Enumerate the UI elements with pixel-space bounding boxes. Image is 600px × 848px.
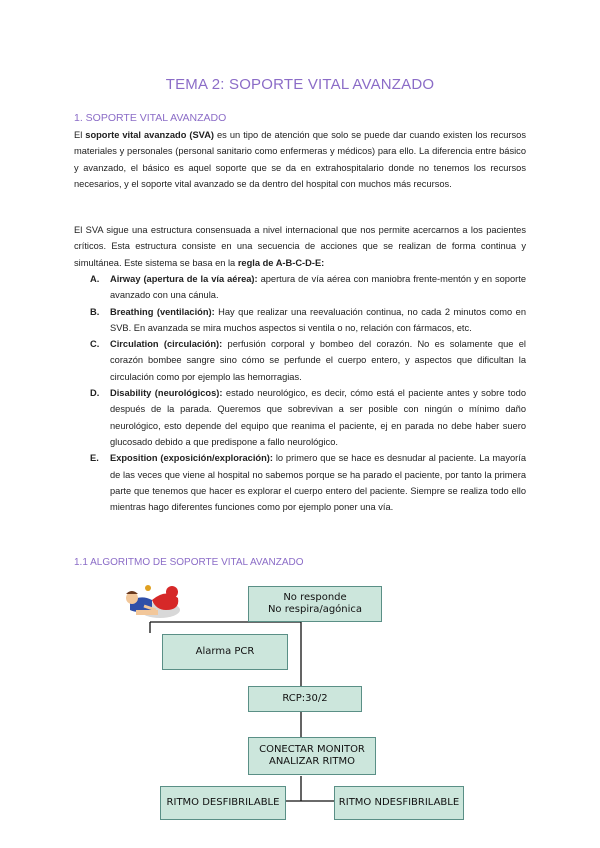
list-text: Hay que realizar una reevaluación continua, no cada 2 minutos como en SVB. En avanzada se mira muchos aspectos si ventila o no, relación con fármacos, etc.: [110, 306, 526, 333]
flow-box-conectar-monitor: [248, 737, 376, 775]
page-title: TEMA 2: SOPORTE VITAL AVANZADO: [165, 76, 435, 93]
list-term: Breathing (ventilación):: [110, 306, 215, 317]
flow-box-text: No respira/agónica: [267, 604, 363, 615]
list-item: [74, 450, 526, 515]
flow-box-text: RCP:30/2: [282, 693, 328, 704]
flow-box-alarma-pcr: [162, 634, 288, 670]
list-marker: A.: [90, 274, 100, 284]
list-term: Disability (neurológicos):: [110, 388, 223, 399]
paragraph-bold: soporte vital avanzado (SVA): [85, 130, 214, 140]
list-term: Circulation (circulación):: [110, 339, 223, 350]
list-item: [74, 304, 526, 337]
paragraph-sva-intro: [74, 127, 526, 192]
flow-box-text: ANALIZAR RITMO: [268, 756, 355, 767]
flow-box-text: RITMO DESFIBRILABLE: [166, 797, 280, 808]
list-item: [74, 385, 526, 450]
list-marker: E.: [90, 453, 99, 464]
flow-box-text: No responde: [283, 592, 347, 603]
list-marker: C.: [90, 339, 100, 350]
paragraph-sva-structure: [74, 222, 526, 271]
list-text: apertura de vía aérea con maniobra frente-mentón y en soporte avanzado con una cánula.: [110, 274, 526, 301]
section-heading-1: 1. SOPORTE VITAL AVANZADO: [74, 112, 227, 124]
list-term: Airway (apertura de la vía aérea):: [110, 274, 258, 284]
list-term: Exposition (exposición/exploración):: [110, 453, 273, 464]
list-item: [74, 271, 526, 304]
flow-box-ritmo-desfibrilable: [160, 786, 286, 820]
list-item: [74, 336, 526, 385]
paragraph-text: El SVA sigue una estructura consensuada a nivel internacional que nos permite acercarnos a los pacientes críticos. Esta estructura consiste en una secuencia de acciones que se realizan de forma continua y simultánea. Este sistema se basa en la: [74, 225, 526, 268]
paragraph-bold: regla de A-B-C-D-E:: [237, 257, 325, 268]
flow-box-text: CONECTAR MONITOR: [259, 744, 365, 755]
cpr-clipart-icon: [122, 580, 184, 622]
abcde-list: [74, 271, 526, 515]
flow-box-text: RITMO NDESFIBRILABLE: [338, 797, 460, 808]
flow-box-no-responde: [248, 586, 382, 622]
flow-box-text: Alarma PCR: [195, 646, 255, 657]
paragraph-text: es un tipo de atención que solo se puede dar cuando existen los recursos materiales y personales (personal sanitario como enfermeras y médicos) para ello. La diferencia entre básico y avanzado, el básico es aquel soporte que se da en extrahospitalario donde no tenemos los recursos necesarios, y el soporte vital avanzado se da dentro del hospital con muchos más recursos.: [74, 130, 526, 189]
flow-box-rcp: [248, 686, 362, 712]
flow-box-ritmo-no-desfibrilable: [334, 786, 464, 820]
list-text: lo primero que se hace es desnudar al paciente. La mayoría de las veces que viene al hospital no sabemos porque se ha parado el paciente, por tanto la primera parte que tenemos que hacer es explorar el cuerpo entero del paciente. Siempre se realiza todo ello mientras hago diferentes funciones como por ejemplo poner una vía.: [110, 453, 526, 513]
list-text: estado neurológico, es decir, cómo está el paciente antes y sobre todo después de la parada. Queremos que sobrevivan a ser posible con ningún o mínimo daño neurológico, esto depende del equipo que reanima el paciente, ej en parada no debe haber suero glucosado debido a que predispone a fallo neurológico.: [110, 388, 526, 447]
paragraph-text: El: [74, 130, 86, 140]
list-text: perfusión corporal y bombeo del corazón. No es solamente que el corazón bombee sangre sino cómo se perfunde el cuerpo entero, y aspectos que dificultan la circulación como por ejemplo las hemorragias.: [110, 339, 526, 382]
list-marker: D.: [90, 388, 100, 399]
section-heading-1-1: 1.1 ALGORITMO DE SOPORTE VITAL AVANZADO: [74, 557, 304, 568]
list-marker: B.: [90, 306, 100, 317]
